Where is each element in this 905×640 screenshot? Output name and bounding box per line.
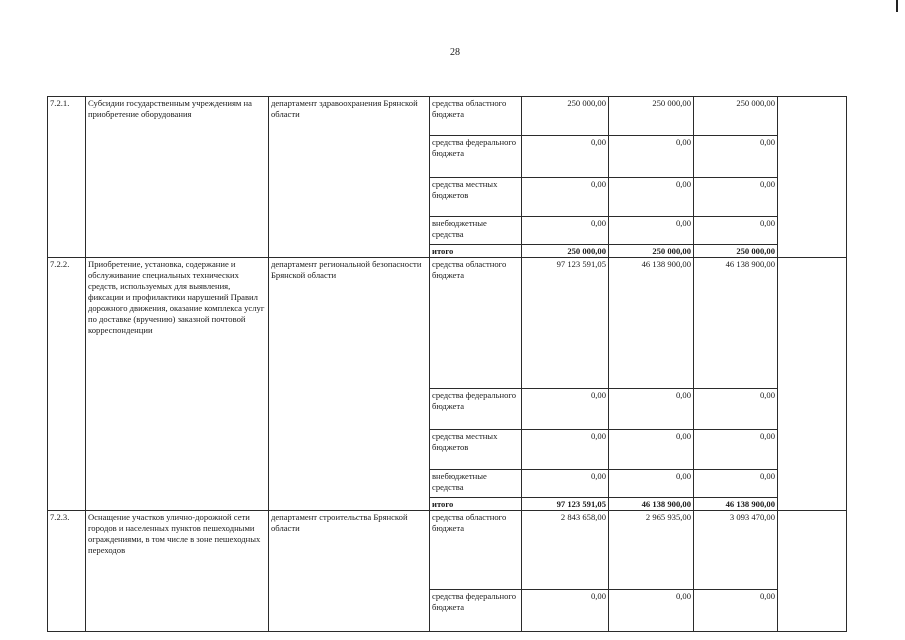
funding-source: средства федерального бюджета — [430, 590, 522, 632]
total-label: итого — [430, 498, 522, 511]
value-year-2: 0,00 — [609, 590, 694, 632]
funding-source: средства местных бюджетов — [430, 178, 522, 217]
value-year-2: 0,00 — [609, 178, 694, 217]
value-year-1: 0,00 — [522, 217, 609, 245]
total-label: итого — [430, 245, 522, 258]
section-name: Субсидии государственным учреждениям на приобретение оборудования — [86, 97, 269, 258]
notes-cell — [778, 258, 847, 511]
funding-source: средства областного бюджета — [430, 511, 522, 590]
edge-mark — [896, 0, 898, 12]
total-year-3: 46 138 900,00 — [694, 498, 778, 511]
section-code: 7.2.1. — [48, 97, 86, 258]
section-executor: департамент региональной безопасности Брянской области — [269, 258, 430, 511]
value-year-3: 0,00 — [694, 389, 778, 430]
value-year-3: 0,00 — [694, 470, 778, 498]
value-year-1: 0,00 — [522, 136, 609, 178]
section-name: Приобретение, установка, содержание и обслуживание специальных технических средств, используемых для выявления, фиксации и профилактики нарушений Правил дорожного движения, оказание комплекса услуг по доставке (вручению) заказной почтовой корреспонденции — [86, 258, 269, 511]
funding-source: внебюджетные средства — [430, 470, 522, 498]
value-year-3: 0,00 — [694, 178, 778, 217]
value-year-3: 3 093 470,00 — [694, 511, 778, 590]
value-year-2: 0,00 — [609, 430, 694, 470]
total-year-2: 250 000,00 — [609, 245, 694, 258]
value-year-1: 0,00 — [522, 389, 609, 430]
value-year-3: 0,00 — [694, 217, 778, 245]
value-year-3: 46 138 900,00 — [694, 258, 778, 389]
total-year-1: 250 000,00 — [522, 245, 609, 258]
value-year-1: 0,00 — [522, 470, 609, 498]
funding-source: средства местных бюджетов — [430, 430, 522, 470]
funding-source: средства федерального бюджета — [430, 389, 522, 430]
total-year-1: 97 123 591,05 — [522, 498, 609, 511]
total-year-2: 46 138 900,00 — [609, 498, 694, 511]
value-year-2: 2 965 935,00 — [609, 511, 694, 590]
value-year-1: 0,00 — [522, 590, 609, 632]
value-year-1: 0,00 — [522, 430, 609, 470]
value-year-2: 0,00 — [609, 389, 694, 430]
table-row — [48, 511, 847, 590]
table-row — [48, 258, 847, 389]
value-year-3: 0,00 — [694, 136, 778, 178]
value-year-3: 250 000,00 — [694, 97, 778, 136]
value-year-2: 0,00 — [609, 470, 694, 498]
funding-source: внебюджетные средства — [430, 217, 522, 245]
total-year-3: 250 000,00 — [694, 245, 778, 258]
section-name: Оснащение участков улично-дорожной сети городов и населенных пунктов пешеходными ограждениями, в том числе в зоне пешеходных переходов — [86, 511, 269, 632]
funding-source: средства областного бюджета — [430, 258, 522, 389]
budget-table — [47, 96, 847, 632]
funding-source: средства областного бюджета — [430, 97, 522, 136]
value-year-1: 97 123 591,05 — [522, 258, 609, 389]
section-code: 7.2.3. — [48, 511, 86, 632]
section-code: 7.2.2. — [48, 258, 86, 511]
table-row — [48, 97, 847, 136]
value-year-1: 2 843 658,00 — [522, 511, 609, 590]
value-year-3: 0,00 — [694, 430, 778, 470]
value-year-1: 250 000,00 — [522, 97, 609, 136]
page-number: 28 — [450, 47, 460, 58]
value-year-3: 0,00 — [694, 590, 778, 632]
section-executor: департамент здравоохранения Брянской области — [269, 97, 430, 258]
notes-cell — [778, 511, 847, 632]
value-year-1: 0,00 — [522, 178, 609, 217]
value-year-2: 250 000,00 — [609, 97, 694, 136]
section-executor: департамент строительства Брянской области — [269, 511, 430, 632]
funding-source: средства федерального бюджета — [430, 136, 522, 178]
value-year-2: 0,00 — [609, 136, 694, 178]
notes-cell — [778, 97, 847, 258]
value-year-2: 0,00 — [609, 217, 694, 245]
value-year-2: 46 138 900,00 — [609, 258, 694, 389]
